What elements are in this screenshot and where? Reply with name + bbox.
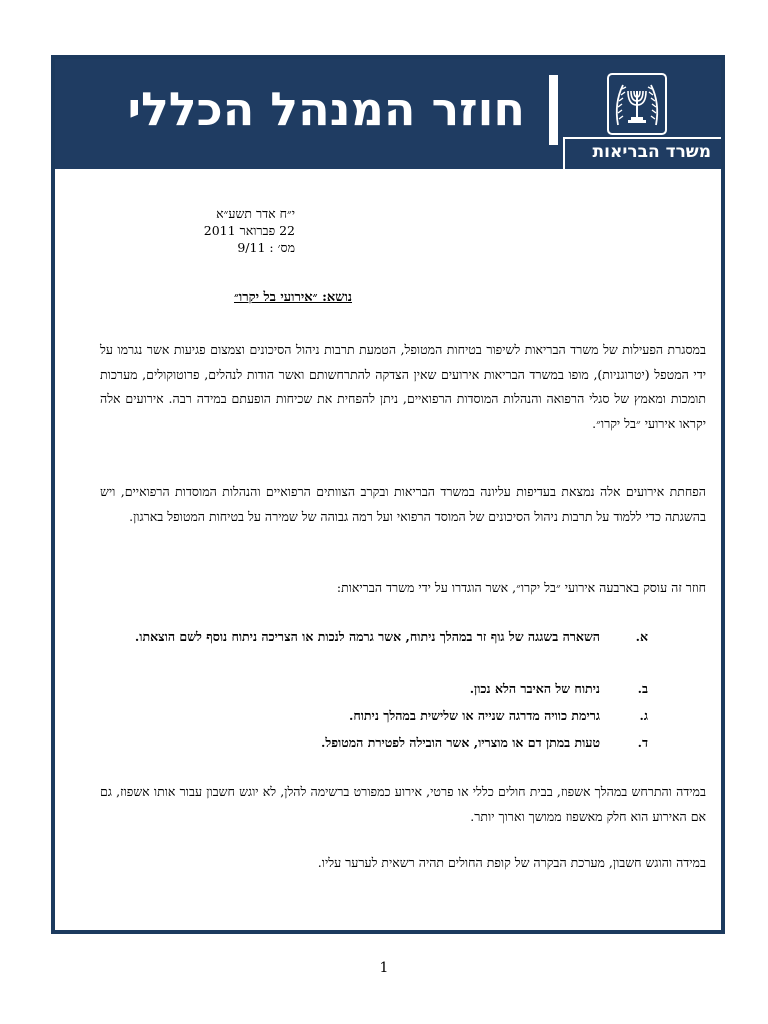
hebrew-date: י״ח אדר תשע״א [216,206,295,221]
paragraph-appeal: במידה והוגש חשבון, מערכת הבקרה של קופת החולים תהיה רשאית לערער עליו. [317,855,706,870]
paragraph-intro: במסגרת הפעילות של משרד הבריאות לשיפור בטיחות המטופל, הטמעת תרבות ניהול הסיכונים וצמצום פגיעות אשר נגרמו על ידי המטפל (יטרוגניות), מופו במשרד הבריאות אירועים שאין הצדקה להתרחשותם ואשר הודות לנהלים, פרוטוקולים, מערכות תומכות ומאמץ של סגלי הרפואה והנהלות המוסדות הרפואיים, ניתן להפחית את שכיחות הופעתם במידה רבה. אירועים אלה יקראו אירועי ״בל יקרו״. [100,342,706,431]
page-number: 1 [379,960,389,976]
list-marker: א. [635,629,648,644]
header-banner [55,59,721,169]
list-item-text: השארה בשגגה של גוף זר במהלך ניתוח, אשר גרמה לנכות או הצריכה ניתוח נוסף לשם הוצאתו. [134,629,600,644]
state-emblem-icon [607,73,667,135]
paragraph-priority: הפחתת אירועים אלה נמצאת בעדיפות עליונה במשרד הבריאות ובקרב הצוותים הרפואיים והנהלות המוסדות הרפואיים, ויש בהשגתה כדי ללמוד על תרבות ניהול הסיכונים של המוסד הרפואי ועל רמה גבוהה של שמירה על בטיחות המטופל בארגון. [100,484,706,524]
header-divider [549,75,558,145]
list-item-text: גרימת כוויה מדרגה שנייה או שלישית במהלך ניתוח. [348,708,600,723]
list-item [100,676,648,701]
circular-title: חוזר המנהל הכללי [127,82,525,136]
list-item [100,624,648,649]
list-item [100,703,648,728]
list-item [100,730,648,755]
document-meta [155,205,295,256]
circular-number: מס׳ : 9/11 [237,240,295,255]
list-item-text: טעות במתן דם או מוצריו, אשר הובילה לפטירת המטופל. [321,735,600,750]
ministry-label-box [563,137,721,169]
list-marker: ב. [637,681,648,696]
list-marker: ג. [639,708,648,723]
paragraph-billing: במידה והתרחש במהלך אשפוז, בבית חולים כללי או פרטי, אירוע כמפורט ברשימה להלן, לא יוגש חשבון עבור אותו אשפוז, גם אם האירוע הוא חלק מאשפוז ממושך וארוך יותר. [100,784,706,824]
gregorian-date: 22 פברואר 2011 [203,223,295,238]
list-item-text: ניתוח של האיבר הלא נכון. [469,681,600,696]
list-marker: ד. [637,735,648,750]
paragraph-list-intro: חוזר זה עוסק בארבעה אירועי ״בל יקרו״, אשר הוגדרו על ידי משרד הבריאות: [336,580,706,595]
subject-line: נושא: ״אירועי בל יקרו״ [233,290,352,305]
ministry-name: משרד הבריאות [592,142,711,162]
